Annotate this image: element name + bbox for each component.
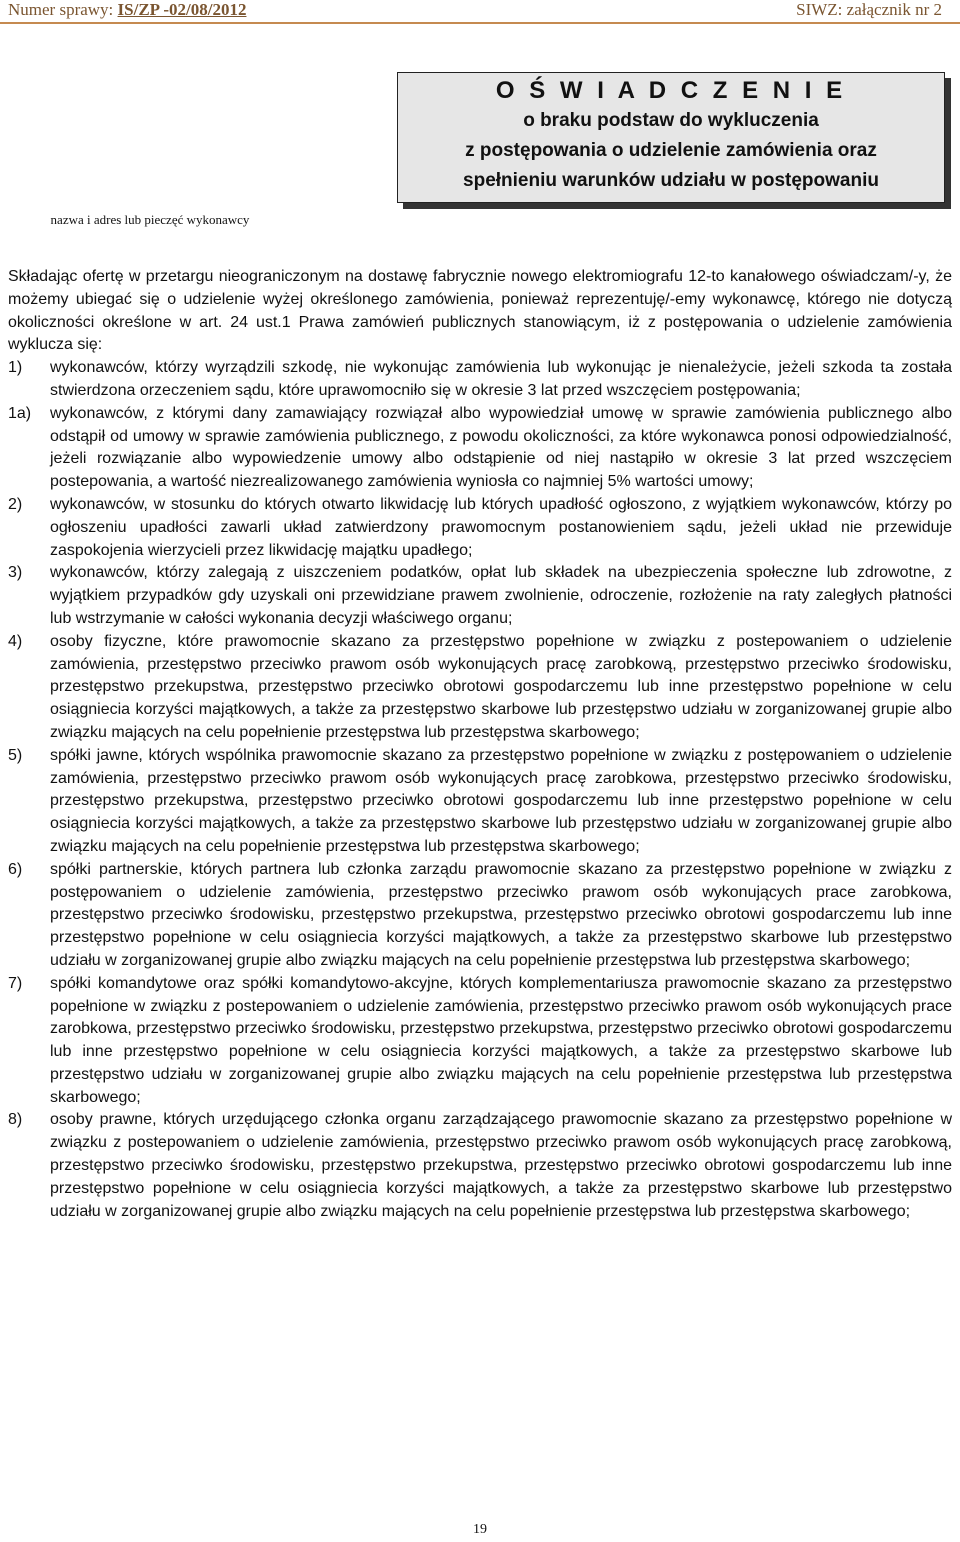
title-line-1: o braku podstaw do wykluczenia [523,110,819,131]
list-item-number: 8) [8,1111,23,1129]
page-number: 19 [473,1522,487,1537]
list-item-number: 1) [8,359,23,377]
list-item-number: 5) [8,746,23,764]
list-item [8,494,952,562]
list-item [8,745,952,859]
list-item-number: 7) [8,974,23,992]
case-number: IS/ZP -02/08/2012 [117,0,247,19]
case-number-header [8,0,246,20]
document-heading: O Ś W I A D C Z E N I E [495,77,847,104]
list-item-number: 6) [8,860,23,878]
list-item-number: 1a) [8,404,32,422]
intro-paragraph: Składając ofertę w przetargu nieograniczonym na dostawę fabrycznie nowego elektromiografu 12-to kanałowego oświadczam/-y, że możemy ubiegać się o udzielenie wyżej określonego zamówienia, ponieważ reprezentuję/-emy wykonawcę, którego nie dotyczą okoliczności określone w art. 24 ust.1 Prawa zamówień publicznych stanowiącym, iż z postępowania o udzielenie zamówienia wyklucza się: [8,268,952,354]
list-item-text: wykonawców, którzy wyrządzili szkodę, nie wykonując zamówienia lub wykonując je nienależycie, jeżeli szkoda ta została stwierdzona orzeczeniem sądu, które uprawomocniło się w okresie 3 lat przed wszczęciem postępowania; [50,359,952,399]
title-box [397,72,947,207]
title-line-3: spełnieniu warunków udziału w postępowaniu [463,170,879,191]
case-label: Numer sprawy: [8,0,114,19]
list-item-text: wykonawców, w stosunku do których otwarto likwidację lub których upadłość ogłoszono, z wyjątkiem wykonawców, którzy po ogłoszeniu upadłości zawarli układ zatwierdzony prawomocnym postanowieniem sądu, jeżeli układ nie przewiduje zaspokojenia wierzycieli przez likwidację majątku upadłego; [50,495,952,559]
document-body [8,266,952,1223]
list-item-number: 4) [8,632,23,650]
list-item-number: 3) [8,564,23,582]
title-box-inner [397,72,945,203]
header-divider [0,22,960,24]
list-item [8,973,952,1110]
contractor-stamp-label: nazwa i adres lub pieczęć wykonawcy [50,212,250,227]
list-item-text: spółki partnerskie, których partnera lub członka zarządu prawomocnie skazano za przestępstwo popełnione w związku z postępowaniem o udzielenie zamówienia, przestępstwo przeciwko prawom osób wykonujących prace zarobkowa, przestępstwo przeciwko środowisku, przestępstwo przekupstwa, przestępstwo przeciwko obrotowi gospodarczemu lub inne przestępstwo popełnione w celu osiągniecia korzyści majątkowych, a także za przestępstwo skarbowe lub przestępstwo udziału w zorganizowanej grupie albo związku mających na celu popełnienie przestępstwa lub przestępstwa skarbowego; [50,860,952,969]
list-item-text: wykonawców, z którymi dany zamawiający rozwiązał albo wypowiedział umowę w sprawie zamówienia publicznego albo odstąpił od umowy w sprawie zamówienia publicznego, z powodu okoliczności, za które wykonawca ponosi odpowiedzialność, jeżeli rozwiązanie albo wypowiedzenie umowy albo odstąpienie od niej nastąpiło w okresie 3 lat przed wszczęciem postepowania, a wartość niezrealizowanego zamówienia wyniosła co najmniej 5% wartości umowy; [50,404,952,491]
list-item-text: spółki jawne, których wspólnika prawomocnie skazano za przestępstwo popełnione w związku z postępowaniem o udzielenie zamówienia, przestępstwo przeciwko prawom osób wykonujących pracę zarobkowa, przestępstwo przeciwko środowisku, przestępstwo przekupstwa, przestępstwo przeciwko obrotowi gospodarczemu lub inne przestępstwo popełnione w celu osiągniecia korzyści majątkowych, a także za przestępstwo skarbowe lub przestępstwo udziału w zorganizowanej grupie albo związku mających na celu popełnienie przestępstwa lub przestępstwa skarbowego; [50,746,952,855]
title-line-2: z postępowania o udzielenie zamówienia oraz [465,140,877,161]
list-item-text: osoby fizyczne, które prawomocnie skazano za przestępstwo popełnione w związku z postepowaniem o udzielenie zamówienia, przestępstwo przeciwko prawom osób wykonujących pracę zarobkową, przestępstwo przeciwko środowisku, przestępstwo przekupstwa, przestępstwo przeciwko obrotowi gospodarczemu lub inne przestępstwo popełnione w celu osiągniecia korzyści majątkowych, a także za przestępstwo skarbowe lub przestępstwo udziału w zorganizowanej grupie albo związku mających na celu popełnienie przestępstwa lub przestępstwa skarbowego; [50,632,952,741]
list-item [8,562,952,630]
list-item-number: 2) [8,495,23,513]
list-item-text: wykonawców, którzy zalegają z uiszczeniem podatków, opłat lub składek na ubezpieczenia społeczne lub zdrowotne, z wyjątkiem przypadków gdy uzyskali oni przewidziane prawem zwolnienie, odroczenie, rozłożenie na raty zaległych płatności lub wstrzymanie w całości wykonania decyzji właściwego organu; [50,564,952,627]
list-item-text: osoby prawne, których urzędującego członka organu zarządzającego prawomocnie skazano za przestępstwo popełnione w związku z postepowaniem o udzielenie zamówienia, przestępstwo przeciwko prawom osób wykonujących pracę zarobkową, przestępstwo przeciwko środowisku, przestępstwo przekupstwa, przestępstwo przeciwko obrotowi gospodarczemu lub inne przestępstwo popełnione w celu osiągniecia korzyści majątkowych, a także za przestępstwo skarbowe lub przestępstwo udziału w zorganizowanej grupie albo związku mających na celu popełnienie przestępstwa lub przestępstwa skarbowego; [50,1111,952,1220]
list-item [8,357,952,403]
list-item [8,403,952,494]
attachment-label: SIWZ: załącznik nr 2 [796,0,942,19]
list-item [8,631,952,745]
list-item [8,859,952,973]
list-item [8,1109,952,1223]
list-item-text: spółki komandytowe oraz spółki komandytowo-akcyjne, których komplementariusza prawomocnie skazano za przestępstwo popełnione w związku z postepowaniem o udzielenie zamówienia, przestępstwo przeciwko prawom osób wykonujących prace zarobkowa, przestępstwo przeciwko środowisku, przestępstwo przekupstwa, przestępstwo przeciwko obrotowi gospodarczemu lub inne przestępstwo popełnione w celu osiągniecia korzyści majątkowych, a także za przestępstwo skarbowe lub przestępstwo udziału w zorganizowanej grupie albo związku mających na celu popełnienie przestępstwa lub przestępstwa skarbowego; [50,974,952,1106]
